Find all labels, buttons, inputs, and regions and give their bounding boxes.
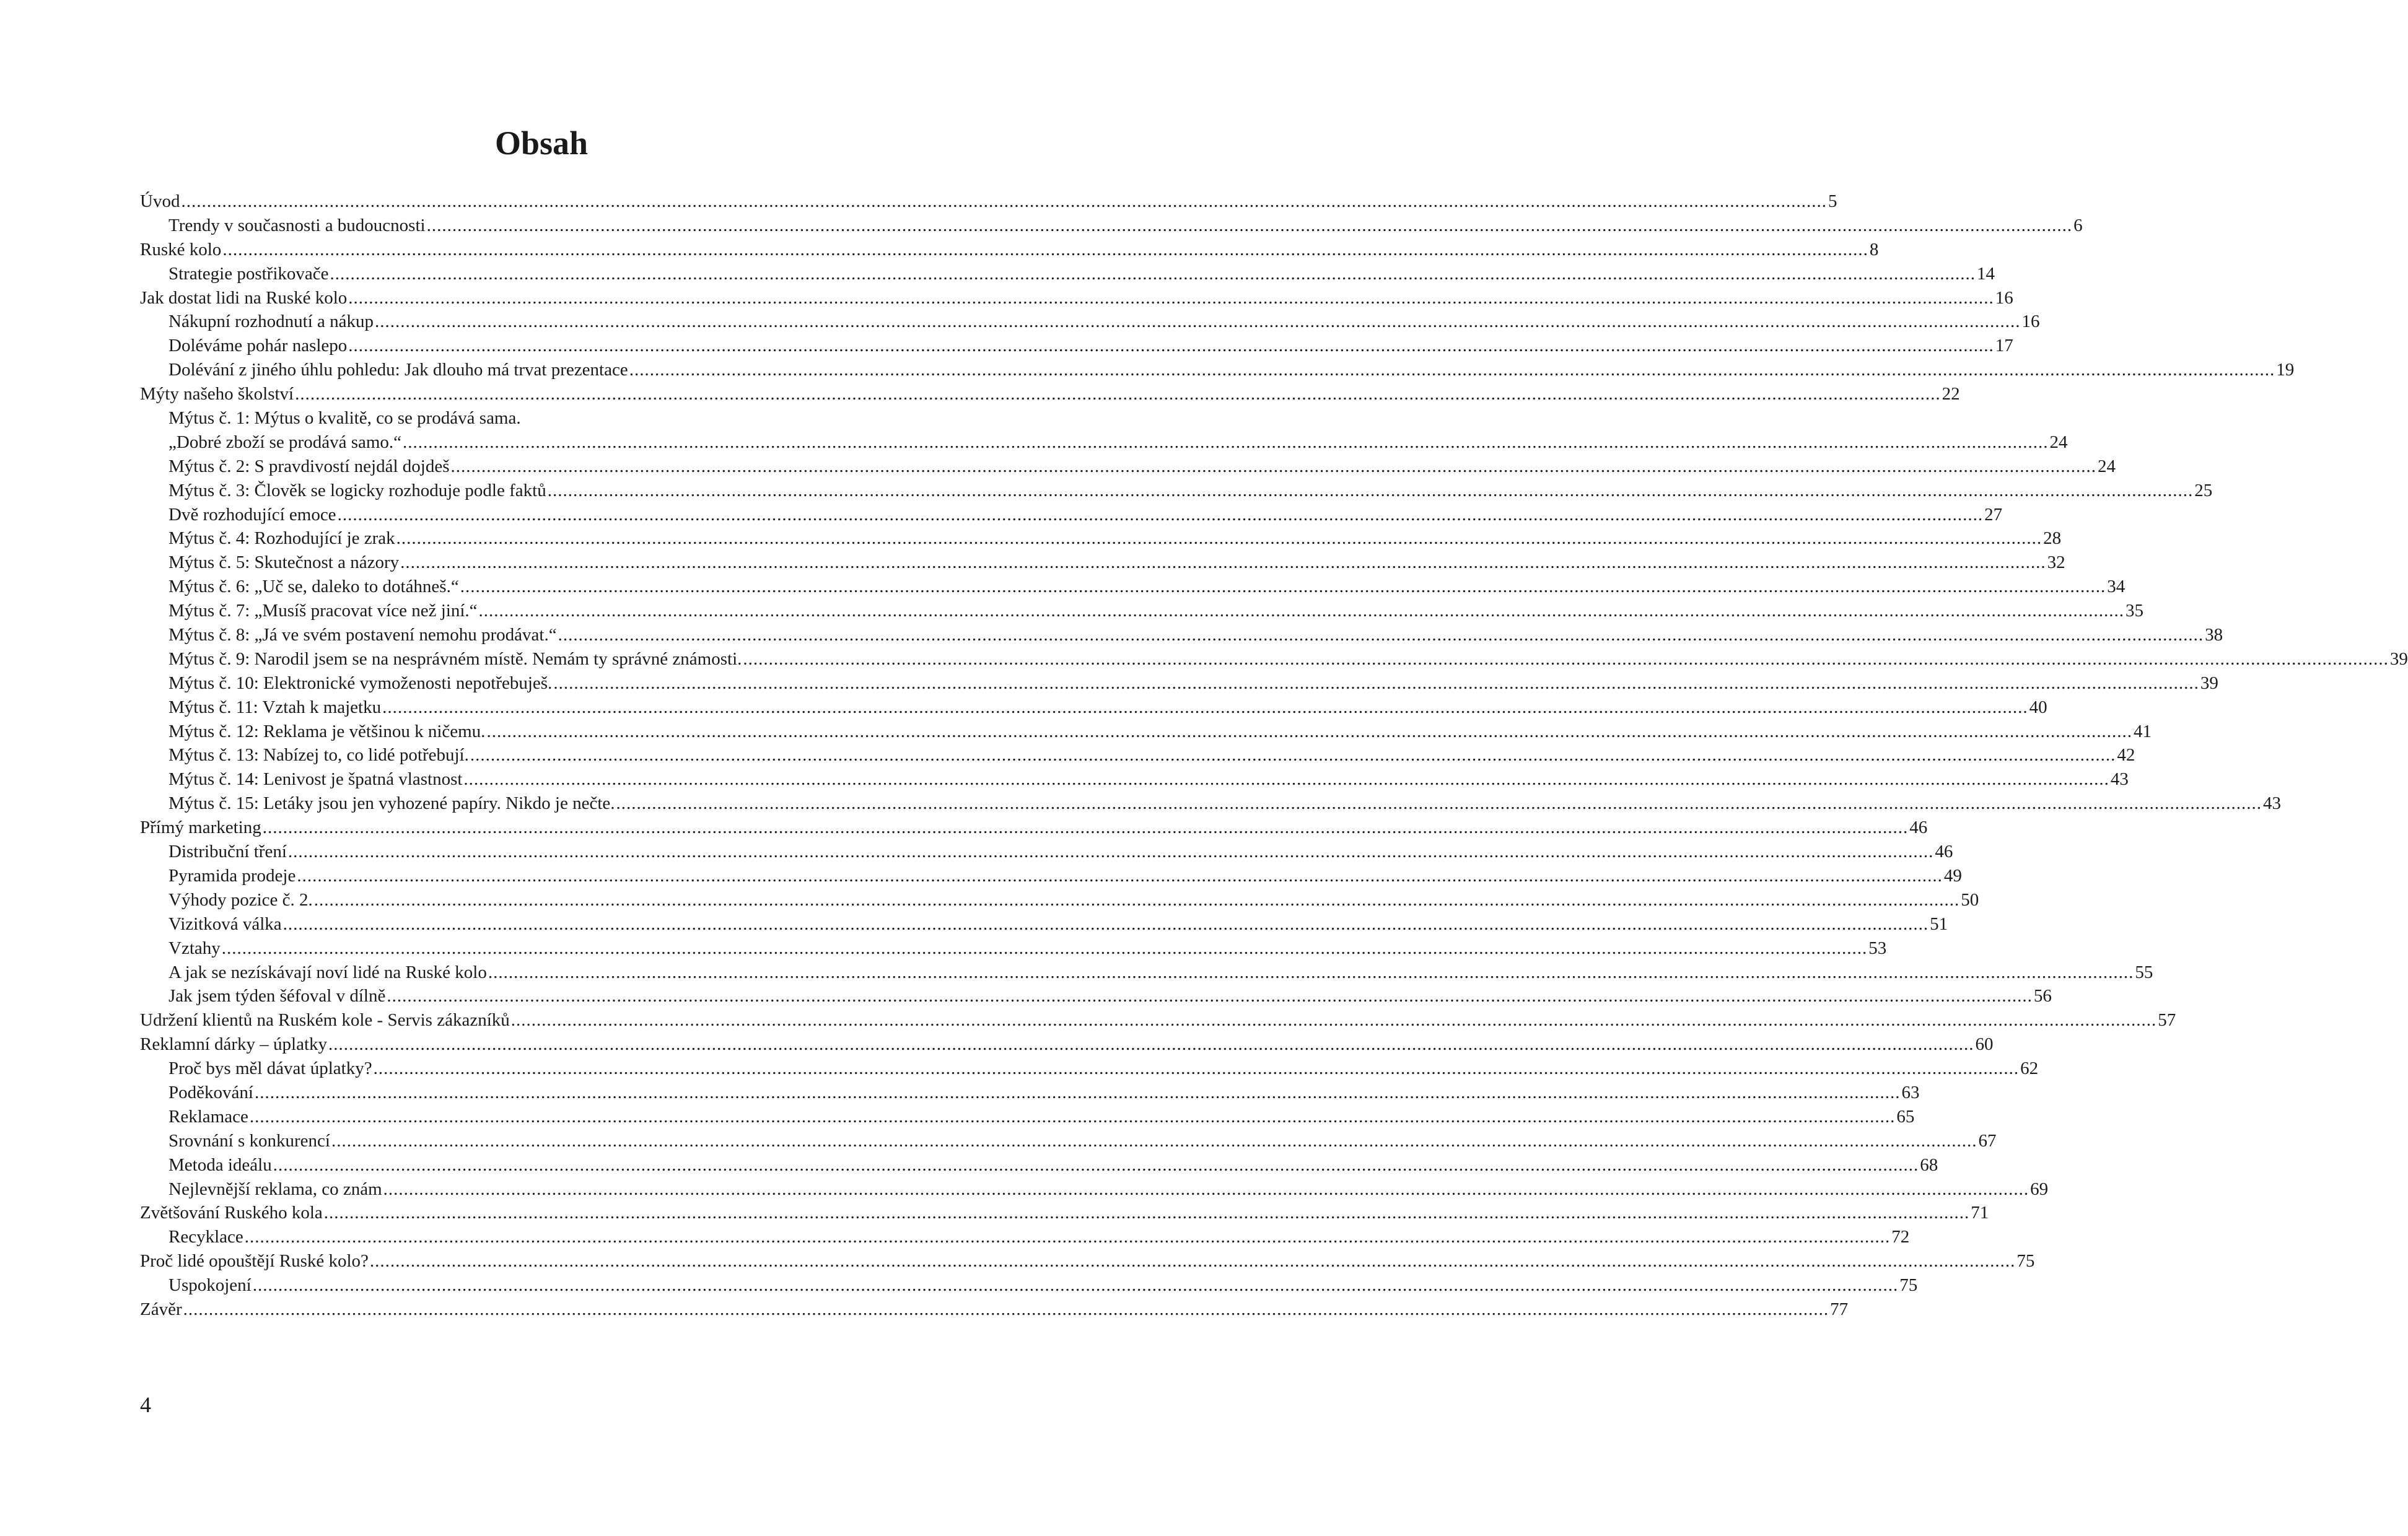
dot-leader [553, 671, 2199, 696]
dot-leader [324, 1201, 1970, 1225]
toc-entry-title: Mýtus č. 5: Skutečnost a názory [169, 552, 400, 573]
toc-entry-page: 69 [2030, 1179, 2049, 1199]
toc-entry[interactable] [140, 743, 2135, 767]
toc-entry-page: 39 [2200, 673, 2218, 693]
toc-entry-page: 28 [2043, 528, 2062, 549]
toc-entry-title: Výhody pozice č. 2. [169, 889, 313, 910]
toc-entry[interactable] [140, 671, 2218, 696]
toc-entry-title: Nejlevnější reklama, co znám [169, 1179, 382, 1199]
toc-entry-title: Jak jsem týden šéfoval v dílně [169, 986, 386, 1006]
toc-entry[interactable] [140, 864, 1962, 888]
dot-leader [488, 961, 2134, 985]
toc-entry-page: 49 [1943, 865, 1962, 886]
toc-entry-page: 22 [1942, 384, 1960, 404]
toc-entry-page: 16 [2021, 312, 2040, 332]
dot-leader [427, 214, 2073, 238]
toc-entry[interactable] [140, 551, 2065, 575]
toc-entry[interactable] [140, 1298, 1849, 1322]
dot-leader [511, 1008, 2157, 1032]
toc-entry-page: 55 [2135, 962, 2153, 982]
dot-leader [396, 526, 2042, 551]
toc-entry-title: Reklamní dárky – úplatky [140, 1034, 328, 1055]
toc-entry-page: 57 [2158, 1010, 2176, 1031]
toc-entry-title: Úvod [140, 191, 180, 211]
dot-leader [374, 1057, 2020, 1081]
toc-entry[interactable] [140, 1057, 2039, 1081]
toc-entry-page: 65 [1896, 1106, 1915, 1127]
toc-entry-title: Mýtus č. 2: S pravdivostí nejdál dojdeš [169, 456, 450, 476]
toc-entry-page: 39 [2389, 648, 2408, 669]
toc-entry-page: 14 [1977, 263, 1995, 284]
toc-entry-page: 46 [1935, 842, 1953, 862]
toc-entry[interactable] [140, 623, 2223, 647]
toc-entry-title: Přímý marketing [140, 818, 261, 838]
toc-entry-title: Mýtus č. 3: Člověk se logicky rozhoduje podle faktů [169, 480, 546, 500]
toc-entry[interactable] [140, 526, 2062, 551]
toc-entry[interactable] [140, 599, 2144, 623]
table-of-contents [140, 190, 2408, 1322]
toc-entry-title: Dvě rozhodující emoce [169, 504, 336, 525]
dot-leader [743, 647, 2389, 671]
dot-leader [400, 551, 2046, 575]
toc-entry-title: A jak se nezískávají noví lidé na Ruské kolo [169, 962, 487, 982]
toc-entry-title: Jak dostat lidi na Ruské kolo [140, 287, 348, 308]
toc-entry-page: 63 [1901, 1082, 1920, 1102]
toc-entry[interactable] [140, 455, 2116, 479]
toc-entry[interactable] [140, 286, 2013, 310]
toc-entry[interactable] [140, 1249, 2035, 1273]
toc-entry-title: Závěr [140, 1299, 182, 1319]
toc-entry-page: 51 [1930, 914, 1948, 934]
toc-entry[interactable] [140, 696, 2047, 720]
toc-entry-page: 19 [2276, 360, 2295, 380]
toc-entry-page: 40 [2029, 697, 2047, 717]
toc-entry-page: 35 [2126, 601, 2144, 621]
toc-entry[interactable] [140, 1081, 1920, 1105]
toc-entry-page: 60 [1975, 1034, 1994, 1055]
toc-entry-page: 77 [1830, 1299, 1849, 1319]
toc-entry[interactable] [140, 1273, 1918, 1298]
toc-entry-page: 75 [2016, 1251, 2035, 1272]
toc-entry[interactable] [140, 888, 1979, 912]
toc-entry[interactable] [140, 1008, 2176, 1032]
toc-entry[interactable] [140, 334, 2013, 358]
toc-entry[interactable] [140, 358, 2295, 382]
toc-entry-page: 42 [2117, 745, 2135, 766]
toc-entry-title: Mýtus č. 1: Mýtus o kvalitě, co se prodává sama. [169, 408, 521, 429]
toc-entry-title: Mýtus č. 13: Nabízej to, co lidé potřebují. [169, 745, 469, 766]
toc-entry[interactable] [140, 1032, 1994, 1057]
toc-entry[interactable] [140, 1105, 1915, 1129]
dot-leader [255, 1081, 1901, 1105]
dot-leader [348, 286, 1994, 310]
toc-entry-page: 27 [1984, 504, 2003, 525]
toc-entry-title: Mýtus č. 4: Rozhodující je zrak [169, 528, 395, 549]
toc-entry[interactable] [140, 310, 2040, 334]
toc-entry[interactable] [140, 792, 2282, 816]
toc-entry-title: Reklamace [169, 1106, 248, 1127]
dot-leader [383, 1177, 2029, 1202]
toc-entry-page: 43 [2263, 793, 2282, 814]
toc-entry-title: Mýtus č. 14: Lenivost je špatná vlastnost [169, 769, 463, 790]
toc-entry-title: Doléváme pohár naslepo [169, 336, 348, 356]
toc-entry-page: 41 [2133, 721, 2152, 741]
dot-leader [222, 238, 1868, 262]
toc-entry-page: 32 [2047, 552, 2065, 573]
toc-entry[interactable] [140, 647, 2408, 671]
toc-entry-page: 38 [2205, 625, 2223, 645]
dot-leader [183, 1298, 1829, 1322]
dot-leader [479, 599, 2125, 623]
dot-leader [463, 767, 2109, 792]
toc-entry[interactable] [140, 190, 1837, 214]
dot-leader [273, 1153, 1919, 1177]
dot-leader [348, 334, 1994, 358]
toc-entry-page: 25 [2194, 480, 2213, 500]
toc-entry-page: 53 [1868, 938, 1887, 958]
toc-entry[interactable] [140, 382, 1960, 406]
dot-leader [470, 743, 2116, 767]
page-number: 4 [140, 1392, 151, 1417]
toc-entry-page: 24 [2098, 456, 2116, 476]
toc-entry[interactable] [140, 430, 2068, 455]
toc-entry-page: 43 [2110, 769, 2129, 790]
page-title: Obsah [494, 124, 589, 162]
toc-entry-title: Strategie postřikovače [169, 263, 329, 284]
toc-entry-title: Recyklace [169, 1227, 243, 1247]
toc-entry[interactable] [140, 238, 1879, 262]
toc-entry-title: Dolévání z jiného úhlu pohledu: Jak dlouho má trvat prezentace [169, 360, 628, 380]
toc-entry-page: 62 [2020, 1058, 2039, 1079]
toc-entry-title: Mýty našeho školství [140, 384, 294, 404]
toc-entry-title: „Dobré zboží se prodává samo.“ [169, 432, 402, 452]
dot-leader [328, 1032, 1974, 1057]
toc-entry[interactable] [140, 1177, 2049, 1202]
toc-entry-page: 75 [1899, 1275, 1918, 1296]
dot-leader [451, 455, 2097, 479]
toc-entry-page: 6 [2073, 215, 2083, 235]
toc-entry-title: Metoda ideálu [169, 1154, 272, 1175]
toc-entry-title: Mýtus č. 10: Elektronické vymoženosti nepotřebuješ. [169, 673, 553, 693]
toc-entry[interactable] [140, 214, 2083, 238]
toc-entry-title: Ruské kolo [140, 239, 222, 260]
toc-entry-title: Mýtus č. 6: „Uč se, daleko to dotáhneš.“ [169, 577, 459, 597]
toc-entry[interactable] [140, 1153, 1938, 1177]
toc-entry-title: Mýtus č. 8: „Já ve svém postavení nemohu prodávat.“ [169, 625, 557, 645]
dot-leader [314, 888, 1960, 912]
toc-entry[interactable] [140, 1201, 1989, 1225]
toc-entry-title: Nákupní rozhodnutí a nákup [169, 312, 374, 332]
toc-entry[interactable] [140, 262, 1995, 286]
toc-entry-title: Vizitková válka [169, 914, 282, 934]
toc-entry-title: Pyramida prodeje [169, 865, 296, 886]
toc-entry-page: 72 [1891, 1227, 1910, 1247]
dot-leader [288, 840, 1934, 864]
dot-leader [263, 816, 1909, 840]
dot-leader [460, 575, 2106, 599]
toc-entry-page: 56 [2033, 986, 2052, 1006]
dot-leader [486, 720, 2132, 744]
toc-entry-page: 16 [1995, 287, 2013, 308]
dot-leader [297, 864, 1943, 888]
toc-entry-title: Uspokojení [169, 1275, 252, 1296]
dot-leader [403, 430, 2049, 455]
toc-entry[interactable] [140, 816, 1928, 840]
toc-entry-page: 5 [1828, 191, 1837, 211]
dot-leader [250, 1105, 1896, 1129]
toc-entry-title: Proč lidé opouštějí Ruské kolo? [140, 1251, 369, 1272]
toc-entry-page: 8 [1869, 239, 1879, 260]
toc-entry[interactable] [140, 406, 947, 430]
toc-entry[interactable] [140, 720, 2152, 744]
toc-entry[interactable] [140, 1225, 1910, 1249]
toc-entry-title: Mýtus č. 12: Reklama je většinou k ničemu. [169, 721, 486, 741]
dot-leader [245, 1225, 1891, 1249]
toc-entry[interactable] [140, 840, 1953, 864]
toc-entry-title: Srovnání s konkurencí [169, 1130, 330, 1151]
toc-entry[interactable] [140, 479, 2213, 503]
toc-entry[interactable] [140, 767, 2129, 792]
toc-entry-page: 67 [1978, 1130, 1997, 1151]
toc-entry-title: Mýtus č. 11: Vztah k majetku [169, 697, 382, 717]
toc-entry-page: 24 [2049, 432, 2068, 452]
toc-entry-title: Distribuční tření [169, 842, 287, 862]
toc-entry-title: Trendy v současnosti a budoucnosti [169, 215, 426, 235]
toc-entry-title: Poděkování [169, 1082, 253, 1102]
dot-leader [629, 358, 2275, 382]
toc-entry[interactable] [140, 912, 1948, 936]
toc-entry-page: 68 [1920, 1154, 1938, 1175]
dot-leader [616, 792, 2262, 816]
dot-leader [283, 912, 1929, 936]
toc-entry-title: Mýtus č. 9: Narodil jsem se na nesprávném místě. Nemám ty správné známosti. [169, 648, 742, 669]
toc-entry[interactable] [140, 936, 1887, 961]
toc-entry-page: 46 [1909, 818, 1928, 838]
toc-entry-page: 17 [1995, 336, 2013, 356]
dot-leader [548, 479, 2194, 503]
dot-leader [330, 262, 1976, 286]
toc-entry-title: Vztahy [169, 938, 221, 958]
dot-leader [558, 623, 2204, 647]
toc-entry[interactable] [140, 1129, 1997, 1153]
toc-entry-title: Proč bys měl dávat úplatky? [169, 1058, 372, 1079]
dot-leader [331, 1129, 1977, 1153]
toc-entry[interactable] [140, 961, 2153, 985]
dot-leader [375, 310, 2021, 334]
dot-leader [295, 382, 1941, 406]
dot-leader [181, 190, 1827, 214]
dot-leader [382, 696, 2028, 720]
toc-entry[interactable] [140, 503, 2003, 527]
dot-leader [338, 503, 1984, 527]
toc-entry-page: 34 [2107, 577, 2126, 597]
dot-leader [253, 1273, 1899, 1298]
toc-entry-page: 50 [1961, 889, 1979, 910]
toc-entry[interactable] [140, 575, 2126, 599]
dot-leader [387, 984, 2033, 1008]
toc-entry-title: Mýtus č. 7: „Musíš pracovat více než jiní.“ [169, 601, 478, 621]
toc-entry-title: Zvětšování Ruského kola [140, 1203, 323, 1223]
toc-entry-title: Mýtus č. 15: Letáky jsou jen vyhozené papíry. Nikdo je nečte. [169, 793, 615, 814]
dot-leader [370, 1249, 2016, 1273]
toc-entry[interactable] [140, 984, 2052, 1008]
dot-leader [222, 936, 1868, 961]
toc-entry-title: Udržení klientů na Ruském kole - Servis zákazníků [140, 1010, 510, 1031]
toc-entry-page: 71 [1971, 1203, 1989, 1223]
